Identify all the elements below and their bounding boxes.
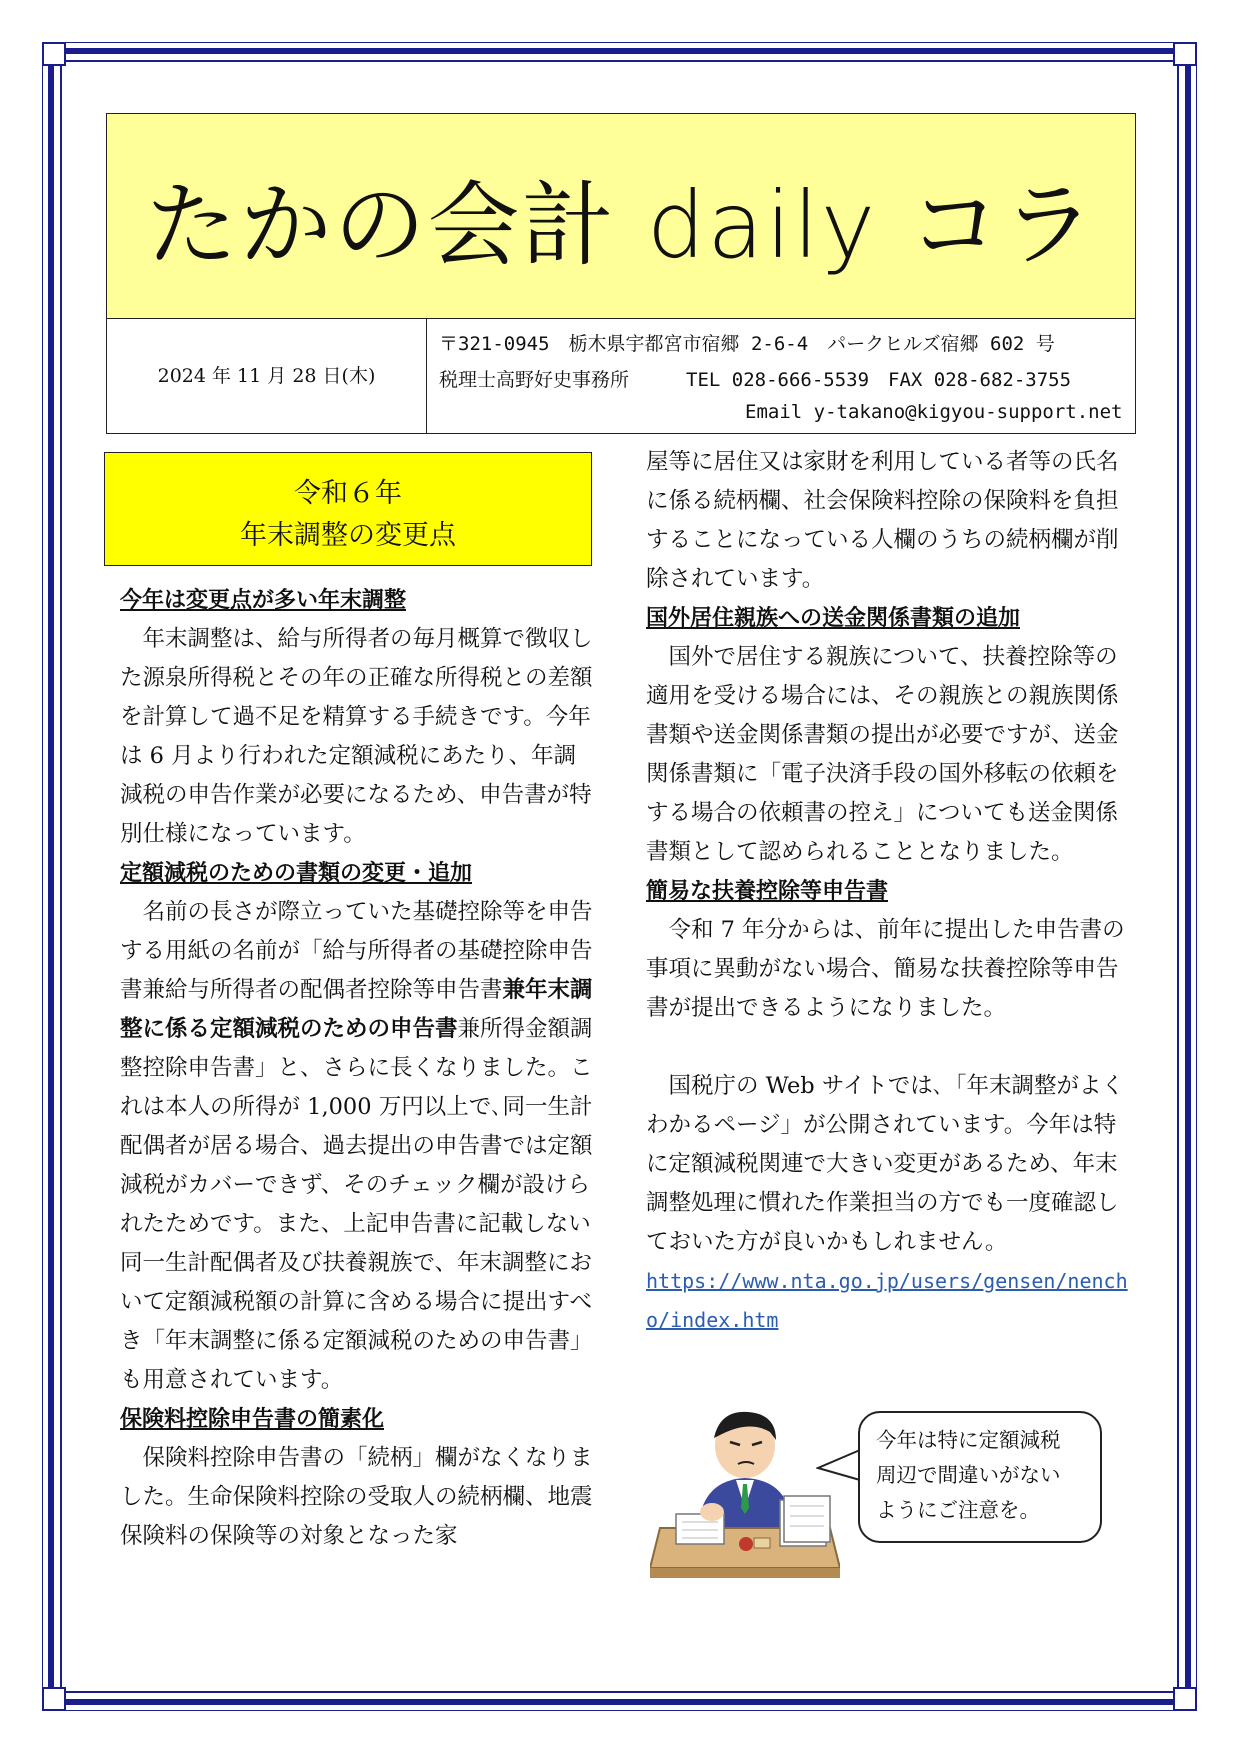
paragraph	[120, 893, 598, 1400]
frame-corner	[1173, 1687, 1197, 1711]
topic-heading-box	[104, 452, 592, 566]
date-cell	[107, 319, 427, 433]
paragraph: 国外で居住する親族について、扶養控除等の適用を受ける場合には、その親族との親族関係書類や送金関係書類の提出が必要ですが、送金関係書類に「電子決済手段の国外移転の依頼をする場合の依頼書の控え」についても送金関係書類として認められることとなりました。	[646, 644, 1119, 865]
topic-line-1: 令和６年	[294, 478, 402, 509]
bubble-line-1: 今年は特に定額減税	[876, 1428, 1061, 1452]
paragraph: 年末調整は、給与所得者の毎月概算で徴収した源泉所得税とその年の正確な所得税との差額を計算して過不足を精算する手続きです。今年は 6 月より行われた定額減税にあたり、年調減税の申告作業が必要になるため、申告書が特別仕様になっています。	[120, 626, 593, 847]
paragraph-text: 名前の長さが際立っていた基礎控除等を申告する用紙の名前が「給与所得者の基礎控除申告書兼給与所得者の配偶者控除等申告書	[120, 899, 593, 1003]
office-address: 〒321-0945 栃木県宇都宮市宿郷 2-6-4 パークヒルズ宿郷 602 号	[439, 333, 1055, 355]
topic-line-2: 年末調整の変更点	[240, 520, 456, 551]
spacer	[646, 1028, 1136, 1067]
paragraph-text: 兼所得金額調整控除申告書」と、さらに長くなりました。これは本人の所得が 1,000 万円以上で､同一生計配偶者が居る場合、過去提出の申告書では定額減税がカバーできず、そのチェック欄が設けられたためです。また、上記申告書に記載しない同一生計配偶者及び扶養親族で、年末調整において定額減税額の計算に含める場合に提出すべき「年末調整に係る定額減税のための申告書」も用意されています。	[120, 1016, 593, 1393]
section-heading: 定額減税のための書類の変更・追加	[120, 861, 473, 886]
title-banner	[107, 114, 1135, 319]
section-heading: 国外居住親族への送金関係書類の追加	[646, 606, 1021, 631]
nta-link[interactable]: https://www.nta.go.jp/users/gensen/nencho/index.htm	[646, 1269, 1128, 1332]
paragraph: 令和 7 年分からは、前年に提出した申告書の事項に異動がない場合、簡易な扶養控除等申告書が提出できるようになりました。	[646, 917, 1125, 1021]
frame-corner	[42, 42, 66, 66]
section-heading: 今年は変更点が多い年末調整	[120, 588, 407, 613]
speech-bubble-tail-icon	[816, 1446, 864, 1486]
paragraph: 屋等に居住又は家財を利用している者等の氏名に係る続柄欄、社会保険料控除の保険料を負担することになっている人欄のうちの続柄欄が削除されています。	[646, 449, 1119, 592]
frame-corner	[1173, 42, 1197, 66]
speech-bubble	[858, 1411, 1102, 1543]
page-title: たかの会計 daily コラ	[145, 172, 1097, 279]
right-column	[646, 443, 1136, 1340]
frame-corner	[42, 1687, 66, 1711]
section-heading: 簡易な扶養控除等申告書	[646, 879, 889, 904]
section-heading: 保険料控除申告書の簡素化	[120, 1407, 385, 1432]
office-phone-fax: 税理士高野好史事務所 TEL 028-666-5539 FAX 028-682-3755	[439, 369, 1072, 391]
issue-date: 2024 年 11 月 28 日(木)	[157, 365, 376, 387]
paragraph: 保険料控除申告書の「続柄」欄がなくなりました。生命保険料控除の受取人の続柄欄、地震保険料の保険等の対象となった家	[120, 1445, 593, 1549]
left-column	[120, 581, 598, 1556]
masthead	[106, 113, 1136, 434]
office-email: Email y-takano@kigyou-support.net	[745, 401, 1123, 423]
paragraph-bold-text: 兼年末調整に係る定額減税のための申告書	[120, 977, 593, 1042]
bubble-line-2: 周辺で間違いがない	[876, 1463, 1061, 1487]
contact-cell	[427, 319, 1135, 433]
paragraph: 国税庁の Web サイトでは､「年末調整がよくわかるページ」が公開されています。今年は特に定額減税関連で大きい変更があるため、年末調整処理に慣れた作業担当の方でも一度確認しておいた方が良いかもしれません。	[646, 1073, 1124, 1255]
accountant-illustration-icon	[650, 1408, 840, 1588]
bubble-line-3: ようにご注意を。	[876, 1498, 1040, 1522]
